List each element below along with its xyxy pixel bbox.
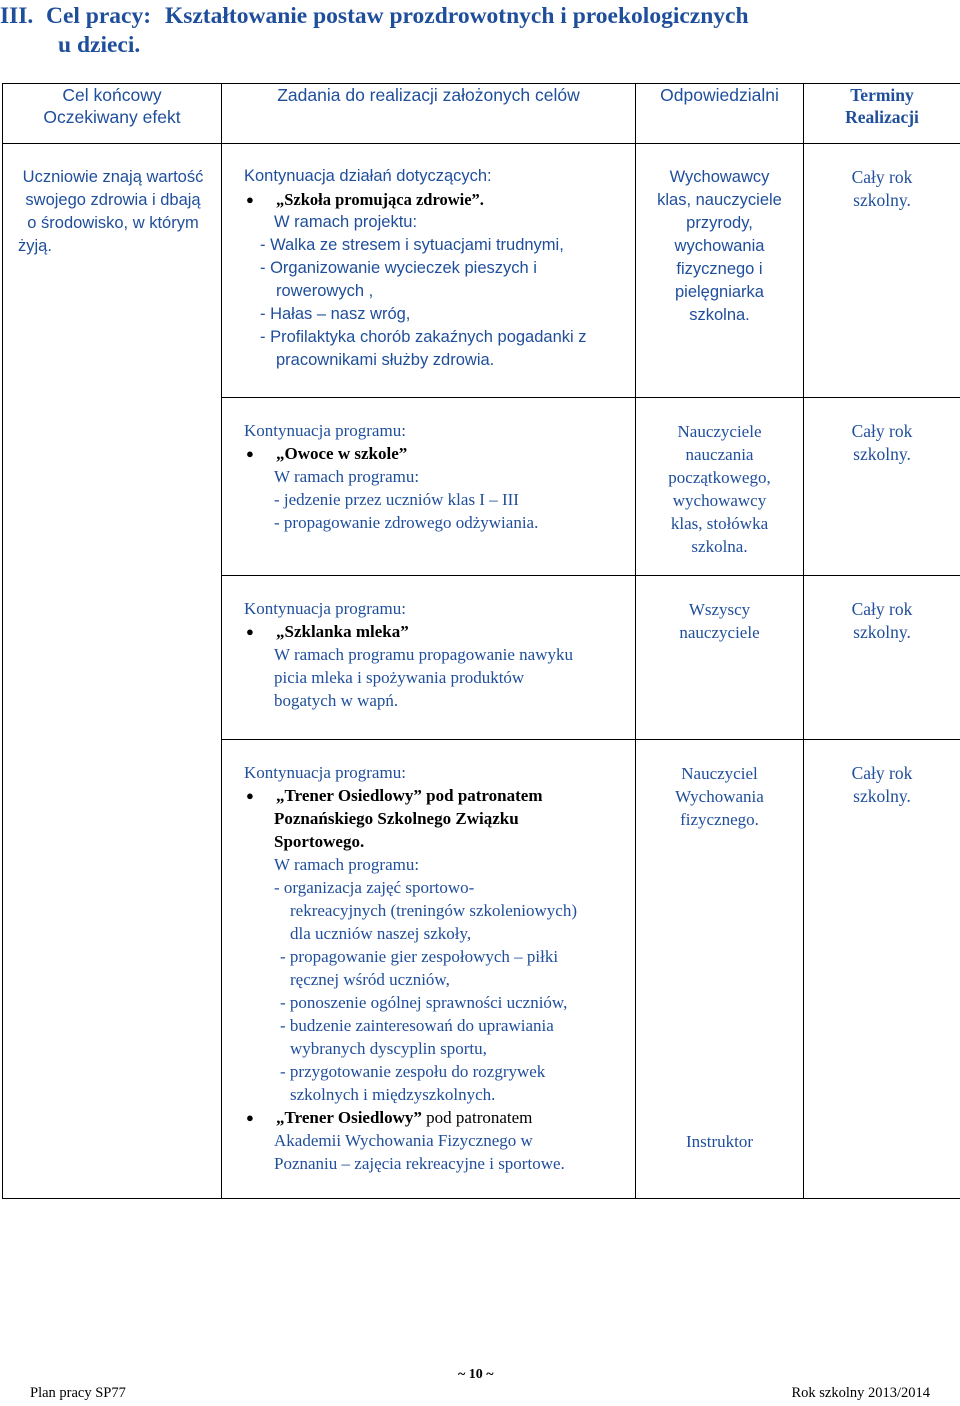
goal-cell: Uczniowie znają wartość swojego zdrowia i dbają o środowisko, w którym żyją. (3, 144, 222, 1199)
page-title (0, 2, 749, 60)
table-header-row (3, 84, 960, 144)
header-terms: Terminy Realizacji (804, 84, 960, 144)
title-text-line2: u dzieci. (58, 32, 141, 58)
plan-table (2, 83, 960, 1199)
footer-left: Plan pracy SP77 (30, 1385, 126, 1401)
responsible-cell: Wszyscy nauczyciele (636, 576, 804, 740)
task-cell: Kontynuacja programu: ● „Trener Osiedlowy” pod patronatem Poznańskiego Szkolnego Związku Sportowego. W ramach programu: - organizacja zajęć sportowo- rekreacyjnych (treningów szkoleniowych) dla uczniów naszej szkoły, - propagowanie gier zespołowych – piłki ręcznej wśród uczniów, - ponoszenie ogólnej sprawności uczniów, - budzenie zainteresowań do uprawiania wybranych dyscyplin sportu, - przygotowanie zespołu do rozgrywek szkolnych i międzyszkolnych. ● „Trener Osiedlowy” pod patronatem Akademii Wychowania Fizycznego w Poznaniu – zajęcia rekreacyjne i sportowe. (222, 740, 636, 1199)
bullet-item: ● „Owoce w szkole” (244, 442, 625, 465)
bullet-item: ● „Trener Osiedlowy” pod patronatem (244, 784, 625, 807)
table-row (3, 144, 960, 398)
responsible-cell: Nauczyciel Wychowania fizycznego. Instruktor (636, 740, 804, 1199)
instructor-label: Instruktor (685, 1132, 754, 1151)
section-number: III. (0, 3, 34, 29)
header-tasks: Zadania do realizacji założonych celów (222, 84, 636, 144)
header-goal: Cel końcowy Oczekiwany efekt (3, 84, 222, 144)
bullet-item: ● „Szkoła promująca zdrowie”. (244, 188, 625, 211)
footer-right: Rok szkolny 2013/2014 (791, 1385, 930, 1401)
title-text-line1: Kształtowanie postaw prozdrowotnych i proekologicznych (164, 3, 749, 29)
bullet-item: ● „Szklanka mleka” (244, 620, 625, 643)
term-cell: Cały rok szkolny. (804, 576, 960, 740)
task-cell: Kontynuacja programu: ● „Szklanka mleka” W ramach programu propagowanie nawyku picia mleka i spożywania produktów bogatych w wapń. (222, 576, 636, 740)
task-cell: Kontynuacja programu: ● „Owoce w szkole” W ramach programu: - jedzenie przez uczniów klas I – III - propagowanie zdrowego odżywiania. (222, 398, 636, 576)
term-cell: Cały rok szkolny. (804, 740, 960, 1199)
task-cell: Kontynuacja działań dotyczących: ● „Szkoła promująca zdrowie”. W ramach projektu: - Walka ze stresem i sytuacjami trudnymi, - Organizowanie wycieczek pieszych i rowerowych , - Hałas – nasz wróg, - Profilaktyka chorób zakaźnych pogadanki z pracownikami służby zdrowia. (222, 144, 636, 398)
responsible-cell: Wychowawcy klas, nauczyciele przyrody, wychowania fizycznego i pielęgniarka szkolna. (636, 144, 804, 398)
term-cell: Cały rok szkolny. (804, 144, 960, 398)
bullet-item: ● „Trener Osiedlowy” pod patronatem (244, 1106, 625, 1129)
title-label: Cel pracy: (46, 3, 152, 29)
term-cell: Cały rok szkolny. (804, 398, 960, 576)
page-footer (0, 1367, 960, 1401)
header-responsible: Odpowiedzialni (636, 84, 804, 144)
responsible-cell: Nauczyciele nauczania początkowego, wychowawcy klas, stołówka szkolna. (636, 398, 804, 576)
page-number: ~ 10 ~ (458, 1367, 494, 1382)
